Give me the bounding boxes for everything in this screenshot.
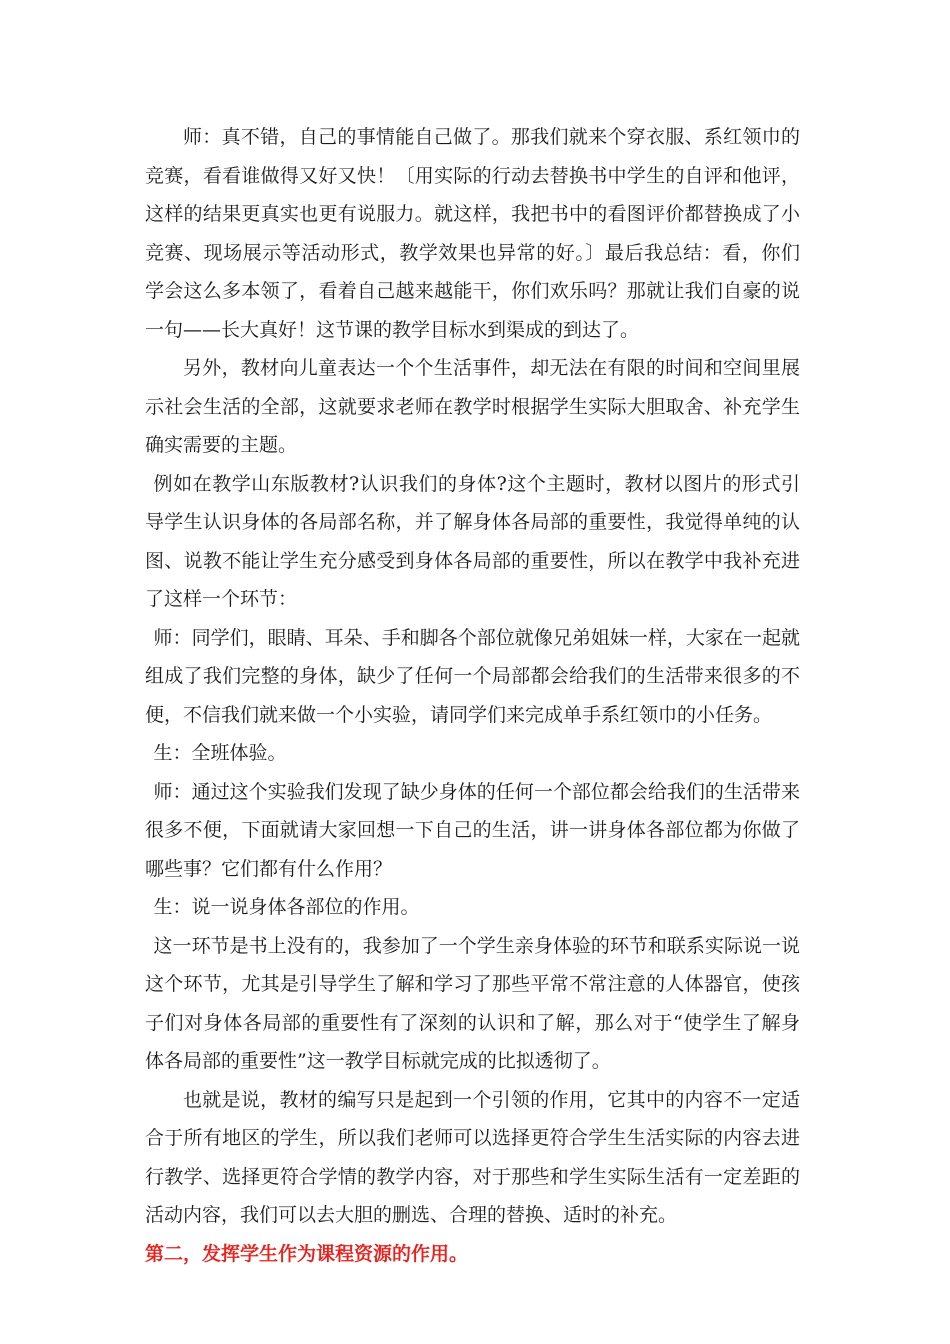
paragraph-teacher-experiment: 师：同学们，眼睛、耳朵、手和脚各个部位就像兄弟姐妹一样，大家在一起就组成了我们完整的身体，缺少了任何一个局部都会给我们的生活带来很多的不便，不信我们就来做一个小实验，请同学们来完成单手系红领巾的小任务。 bbox=[145, 626, 800, 726]
paragraph-moreover: 另外，教材向儿童表达一个个生活事件，却无法在有限的时间和空间里展示社会生活的全部，这就要求老师在教学时根据学生实际大胆取舍、补充学生确实需要的主题。 bbox=[145, 357, 800, 456]
paragraph-student-experience: 生：全班体验。 bbox=[153, 742, 287, 764]
section-heading: 第二，发挥学生作为课程资源的作用。 bbox=[145, 1242, 469, 1265]
paragraph-reflection: 这一环节是书上没有的，我参加了一个学生亲身体验的环节和联系实际说一说这个环节，尤其是引导学生了解和学习了那些平常不常注意的人体器官，使孩子们对身体各局部的重要性有了深刻的认识和了解，那么对于“使学生了解身体各局部的重要性”这一教学目标就完成的比拟透彻了。 bbox=[145, 934, 800, 1072]
paragraph-student-answer: 生：说一说身体各部位的作用。 bbox=[153, 896, 420, 918]
paragraph-teacher-praise: 师：真不错，自己的事情能自己做了。那我们就来个穿衣服、系红领巾的竞赛，看看谁做得又好又快！〔用实际的行动去替换书中学生的自评和他评，这样的结果更真实也更有说服力。就这样，我把书中的看图评价都替换成了小竞赛、现场展示等活动形式，教学效果也异常的好。〕最后我总结：看，你们学会这么多本领了，看着自己越来越能干，你们欢乐吗？那就让我们自豪的说一句——长大真好！这节课的教学目标水到渠成的到达了。 bbox=[145, 126, 800, 341]
paragraph-example: 例如在教学山东版教材?认识我们的身体?这个主题时，教材以图片的形式引导学生认识身体的各局部名称，并了解身体各局部的重要性，我觉得单纯的认图、说教不能让学生充分感受到身体各局部的重要性，所以在教学中我补充进了这样一个环节： bbox=[145, 472, 800, 610]
paragraph-teacher-question: 师：通过这个实验我们发现了缺少身体的任何一个部位都会给我们的生活带来很多不便，下面就请大家回想一下自己的生活，讲一讲身体各部位都为你做了哪些事？它们都有什么作用？ bbox=[145, 780, 800, 880]
paragraph-conclusion: 也就是说，教材的编写只是起到一个引领的作用，它其中的内容不一定适合于所有地区的学生，所以我们老师可以选择更符合学生生活实际的内容去进行教学、选择更符合学情的教学内容，对于那些和学生实际生活有一定差距的活动内容，我们可以去大胆的删选、合理的替换、适时的补充。 bbox=[145, 1088, 800, 1226]
document-body bbox=[145, 118, 800, 1273]
